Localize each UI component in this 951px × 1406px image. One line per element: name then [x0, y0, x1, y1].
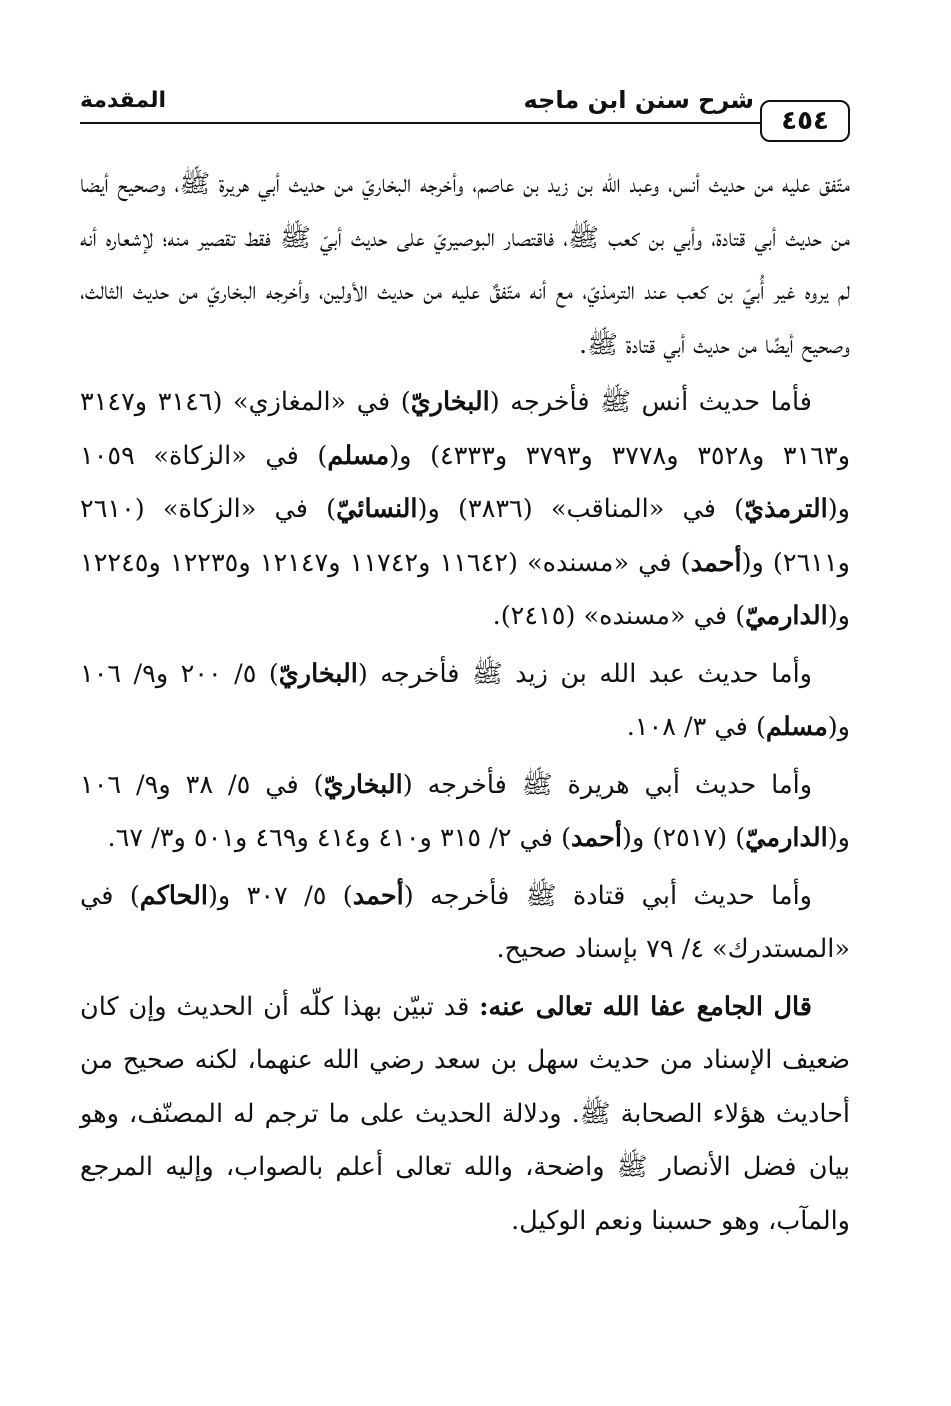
- chapter-title: المقدمة: [80, 88, 167, 113]
- text-segment: ) في «الزكاة» ١٠٥٩ و(: [80, 440, 850, 524]
- bold-citation: الحاكم: [139, 880, 208, 911]
- bold-citation: البخاريّ: [323, 769, 403, 800]
- text-segment: ) في «المناقب» (٣٨٣٦) و(: [417, 494, 745, 524]
- text-segment: وأما حديث عبد الله بن زيد ﷺ فأخرجه (: [357, 658, 812, 689]
- bold-citation: الترمذيّ: [744, 494, 828, 524]
- page-header: [80, 78, 850, 148]
- bold-citation: أحمد: [571, 823, 623, 853]
- text-segment: وأما حديث أبي هريرة ﷺ فأخرجه (: [402, 769, 813, 800]
- paragraph: [80, 870, 850, 977]
- paragraph: [80, 981, 850, 1249]
- paragraph: [80, 648, 850, 755]
- bold-citation: البخاريّ: [410, 387, 490, 417]
- text-segment: ) (٢٥١٧) و(: [622, 823, 746, 853]
- text-segment: قد تبيّن بهذا كلّه أن الحديث وإن كان ضعيف الإسناد من حديث سهل بن سعد رضي الله عنهما، لكنه صحيح من أحاديث هؤلاء الصحابة ﷺ. ودلالة الحديث على ما ترجم له المصنّف، وهو بيان فضل الأنصار ﷺ واضحة، والله تعالى أعلم بالصواب، وإليه المرجع والمآب، وهو حسبنا ونعم الوكيل.: [80, 991, 850, 1236]
- text-segment: ) في «المستدرك» ٤/ ٧٩ بإسناد صحيح.: [80, 880, 850, 964]
- paragraph: [80, 376, 850, 644]
- bold-citation: مسلم: [327, 440, 390, 471]
- bold-citation: أحمد: [352, 880, 404, 911]
- header-divider: [80, 122, 810, 124]
- text-segment: فأما حديث أنس ﷺ فأخرجه (: [489, 387, 812, 417]
- book-title: شرح سنن ابن ماجه: [523, 86, 754, 114]
- bold-citation: مسلم: [765, 712, 828, 742]
- text-segment: ) ٥/ ٣٠٧ و(: [207, 880, 353, 911]
- bold-citation: قال الجامع عفا الله تعالى عنه:: [479, 991, 812, 1022]
- text-segment: ) في «مسنده» (٢٤١٥).: [492, 601, 746, 631]
- page: [80, 78, 850, 1252]
- text-segment: ) في «المغازي» (٣١٤٦ و٣١٤٧ و٣١٦٣ و٣٥٢٨ و٣٧٧٨ و٣٧٩٣ و٤٣٣٣) و(: [80, 387, 851, 471]
- text-segment: وأما حديث أبي قتادة ﷺ فأخرجه (: [403, 880, 812, 911]
- text-segment: ) في «الزكاة» (٢٦١٠ و٢٦١١) و(: [80, 494, 850, 578]
- bold-citation: الدارميّ: [745, 823, 828, 853]
- text-segment: متّفق عليه من حديث أنس، وعبد الله بن زيد بن عاصم، وأخرجه البخاريّ من حديث أبي هريرة ﷺ، وصحيح أيضا من حديث أبي قتادة، وأبي بن كعب ﷺ، فاقتصار البوصيريّ على حديث أبيّ ﷺ فقط تقصير منه؛ لإشعاره أنه لم يروه غير أُبيّ بن كعب عند الترمذيّ، مع أنه متّفقٌ عليه من حديث الأولين، وأخرجه البخاريّ من حديث الثالث، وصحيح أيضًا من حديث أبي قتادة ﷺ.: [80, 169, 850, 360]
- page-body: [80, 158, 850, 1248]
- bold-citation: البخاريّ: [278, 658, 358, 689]
- text-segment: ) في ٥/ ٣٨ و٩/ ١٠٦ و(: [80, 769, 850, 853]
- bold-citation: أحمد: [690, 547, 742, 578]
- bold-citation: الدارميّ: [745, 601, 828, 631]
- page-number: ٤٥٤: [760, 100, 850, 142]
- paragraph: [80, 759, 850, 866]
- bold-citation: النسائيّ: [336, 494, 418, 524]
- text-segment: ) في ٢/ ٣١٥ و٤١٠ و٤١٤ و٤٦٩ و٥٠١ و٣/ ٦٧.: [107, 823, 572, 853]
- text-segment: ) في «مسنده» (١١٦٤٢ و١١٧٤٢ و١٢١٤٧ و١٢٢٣٥ و١٢٢٤٥ و(: [80, 547, 850, 631]
- paragraph: [80, 158, 850, 372]
- text-segment: ) ٥/ ٢٠٠ و٩/ ١٠٦ و(: [80, 658, 850, 742]
- text-segment: ) في ٣/ ١٠٨.: [626, 712, 766, 742]
